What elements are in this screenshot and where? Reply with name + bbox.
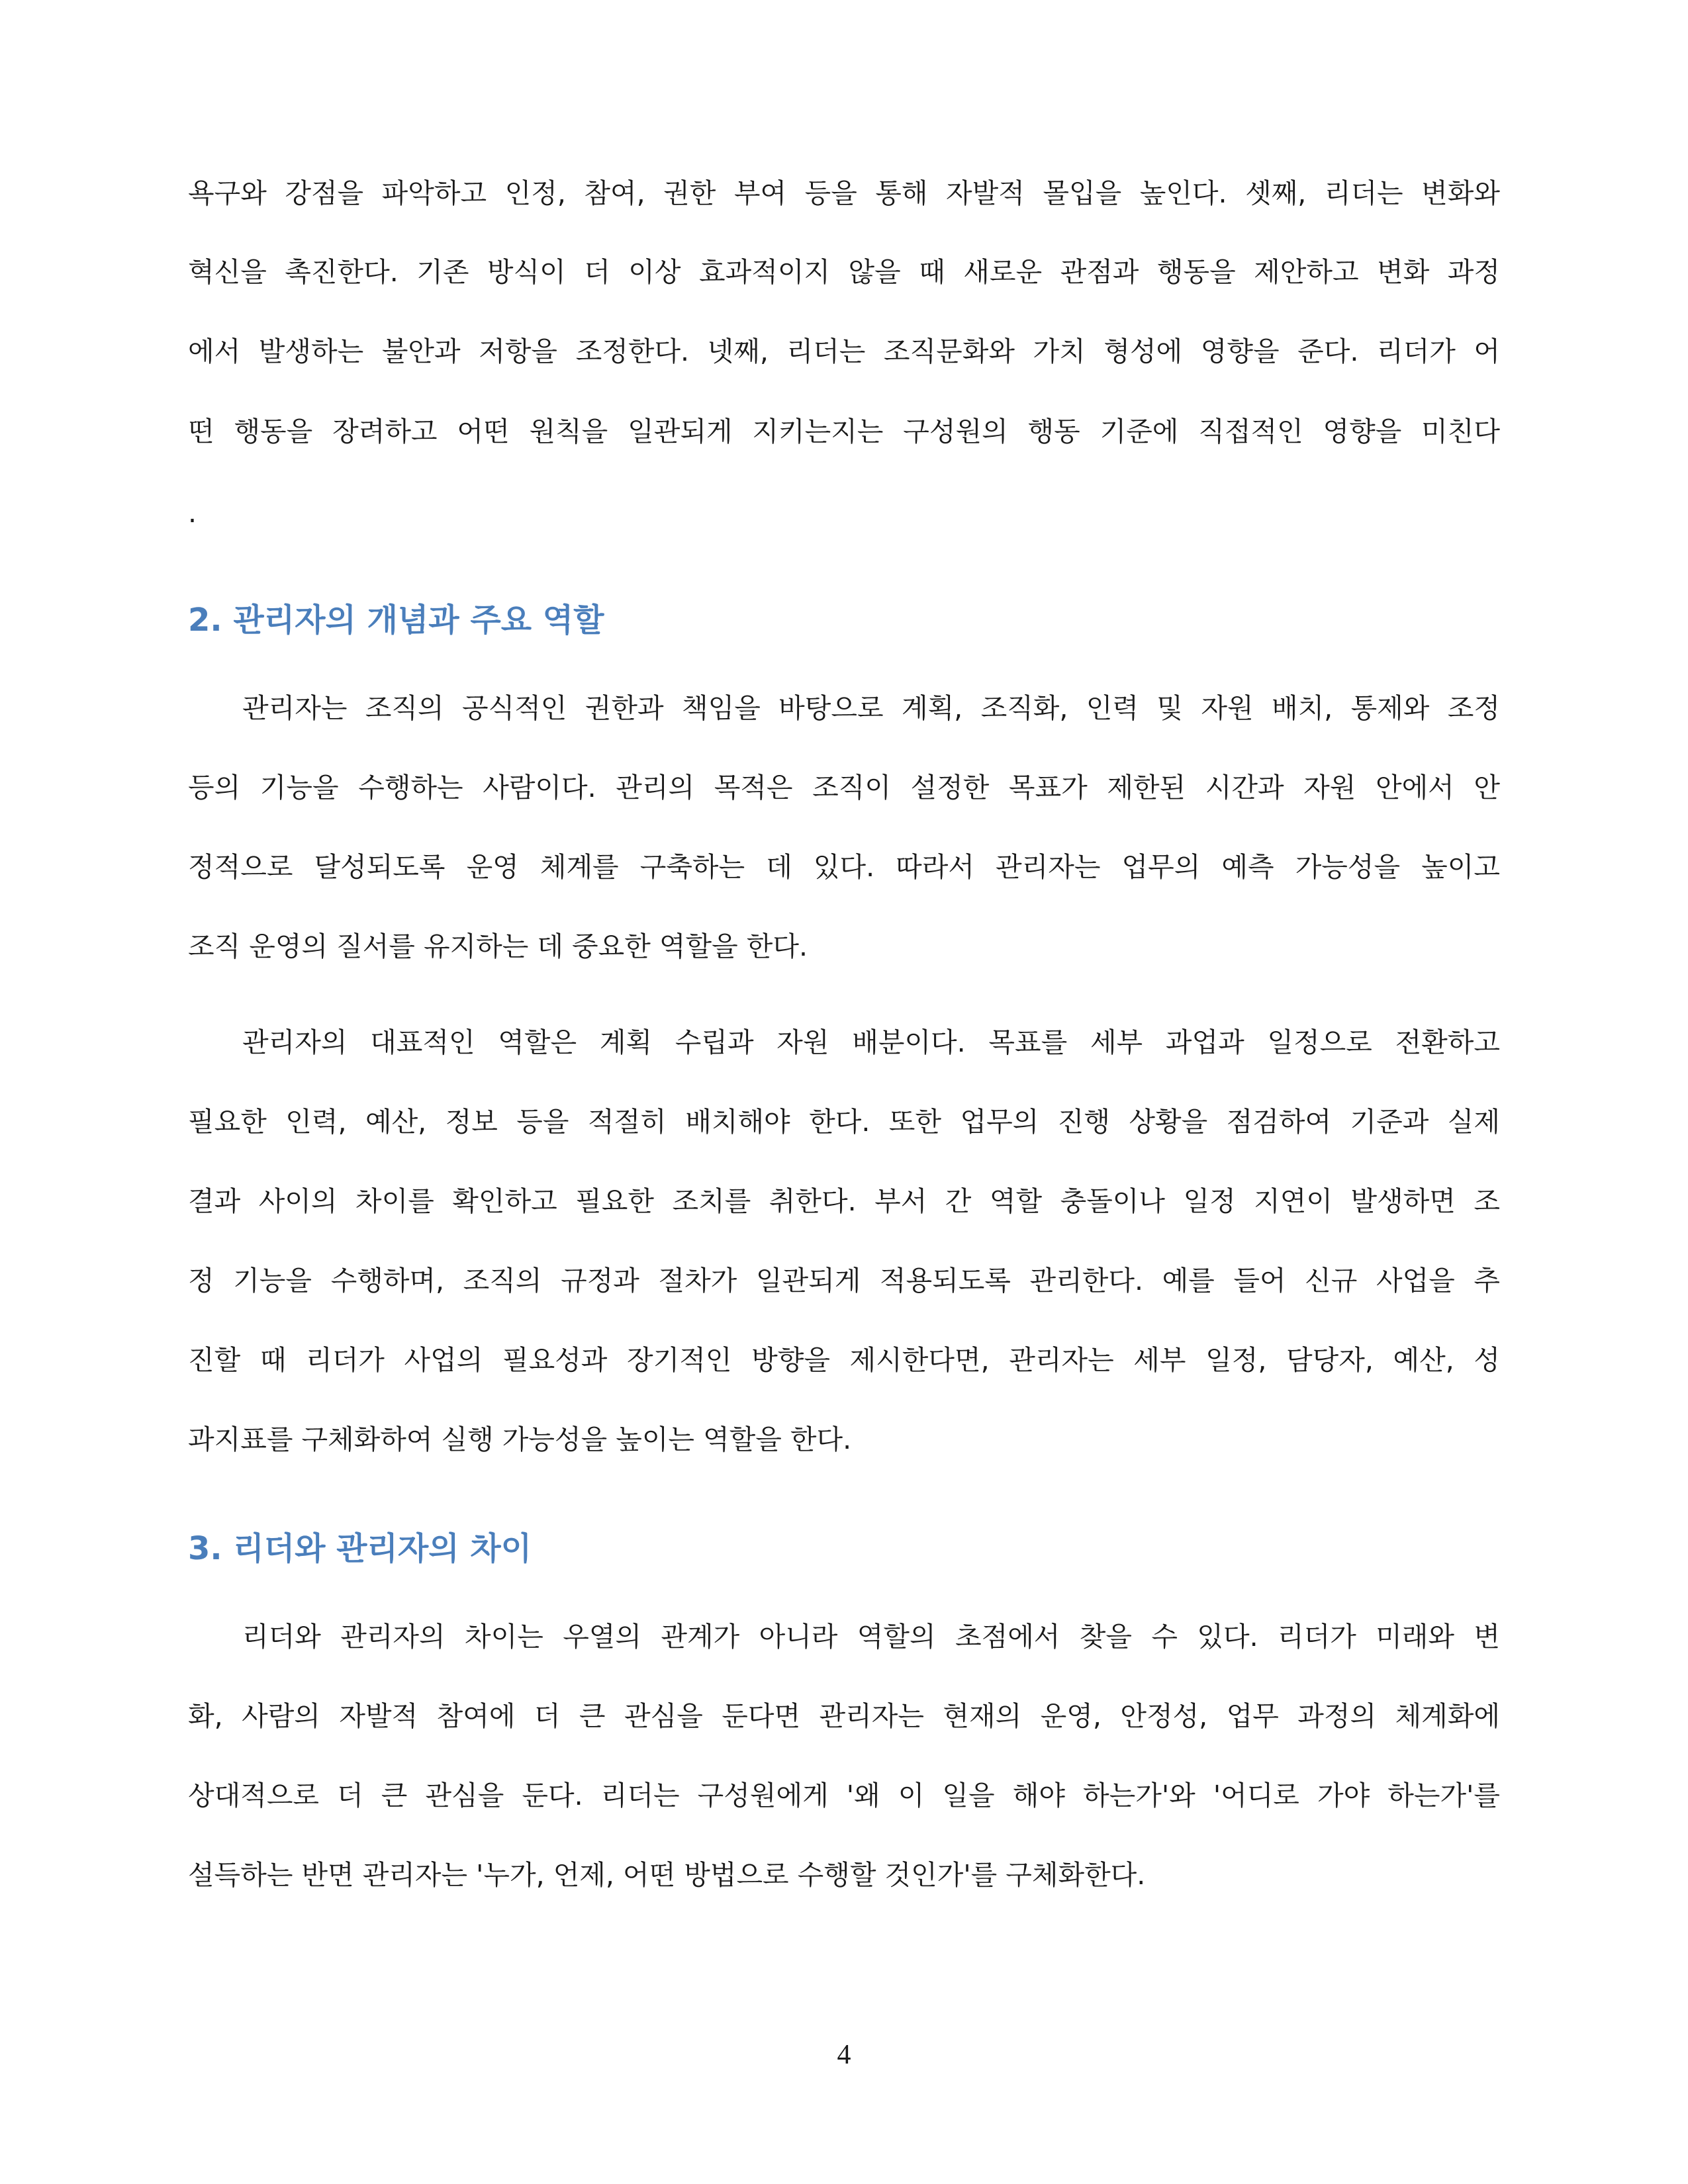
section-2-p1-line-4: 조직 운영의 질서를 유지하는 데 중요한 역할을 한다. [188,931,808,962]
section-2-p2-line-4: 정 기능을 수행하며, 조직의 규정과 절차가 일관되게 적용되도록 관리한다. 예를 들어 신규 사업을 추 [188,1265,1500,1297]
section-2-p2-line-1: 관리자의 대표적인 역할은 계획 수립과 자원 배분이다. 목표를 세부 과업과 일정으로 전환하고 [242,1026,1500,1058]
section-3-p1-line-2: 화, 사람의 자발적 참여에 더 큰 관심을 둔다면 관리자는 현재의 운영, 안정성, 업무 과정의 체계화에 [188,1700,1500,1732]
intro-line-2: 혁신을 촉진한다. 기존 방식이 더 이상 효과적이지 않을 때 새로운 관점과 행동을 제안하고 변화 과정 [188,256,1500,288]
section-3-heading: 3. 리더와 관리자의 차이 [188,1530,532,1567]
section-2-p2-line-5: 진할 때 리더가 사업의 필요성과 장기적인 방향을 제시한다면, 관리자는 세부 일정, 담당자, 예산, 성 [188,1344,1500,1376]
section-3-p1-line-4: 설득하는 반면 관리자는 '누가, 언제, 어떤 방법으로 수행할 것인가'를 구체화한다. [188,1859,1146,1891]
intro-line-5: . [188,497,197,529]
section-2-p1-line-2: 등의 기능을 수행하는 사람이다. 관리의 목적은 조직이 설정한 목표가 제한된 시간과 자원 안에서 안 [188,772,1500,803]
intro-line-1: 욕구와 강점을 파악하고 인정, 참여, 권한 부여 등을 통해 자발적 몰입을 높인다. 셋째, 리더는 변화와 [188,177,1500,209]
page-number: 4 [837,2040,851,2070]
intro-line-3: 에서 발생하는 불안과 저항을 조정한다. 넷째, 리더는 조직문화와 가치 형성에 영향을 준다. 리더가 어 [188,336,1500,367]
section-2-p1-line-1: 관리자는 조직의 공식적인 권한과 책임을 바탕으로 계획, 조직화, 인력 및 자원 배치, 통제와 조정 [242,692,1500,724]
section-2-p2-line-3: 결과 사이의 차이를 확인하고 필요한 조치를 취한다. 부서 간 역할 충돌이나 일정 지연이 발생하면 조 [188,1185,1500,1217]
section-2-p1-line-3: 정적으로 달성되도록 운영 체계를 구축하는 데 있다. 따라서 관리자는 업무의 예측 가능성을 높이고 [188,851,1500,883]
intro-line-4: 떤 행동을 장려하고 어떤 원칙을 일관되게 지키는지는 구성원의 행동 기준에 직접적인 영향을 미친다 [188,416,1500,447]
section-2-heading: 2. 관리자의 개념과 주요 역할 [188,602,604,639]
section-2-p2-line-2: 필요한 인력, 예산, 정보 등을 적절히 배치해야 한다. 또한 업무의 진행 상황을 점검하여 기준과 실제 [188,1106,1500,1138]
section-3-p1-line-3: 상대적으로 더 큰 관심을 둔다. 리더는 구성원에게 '왜 이 일을 해야 하는가'와 '어디로 가야 하는가'를 [188,1780,1500,1811]
section-3-p1-line-1: 리더와 관리자의 차이는 우열의 관계가 아니라 역할의 초점에서 찾을 수 있다. 리더가 미래와 변 [242,1621,1500,1653]
section-2-p2-line-6: 과지표를 구체화하여 실행 가능성을 높이는 역할을 한다. [188,1424,852,1455]
